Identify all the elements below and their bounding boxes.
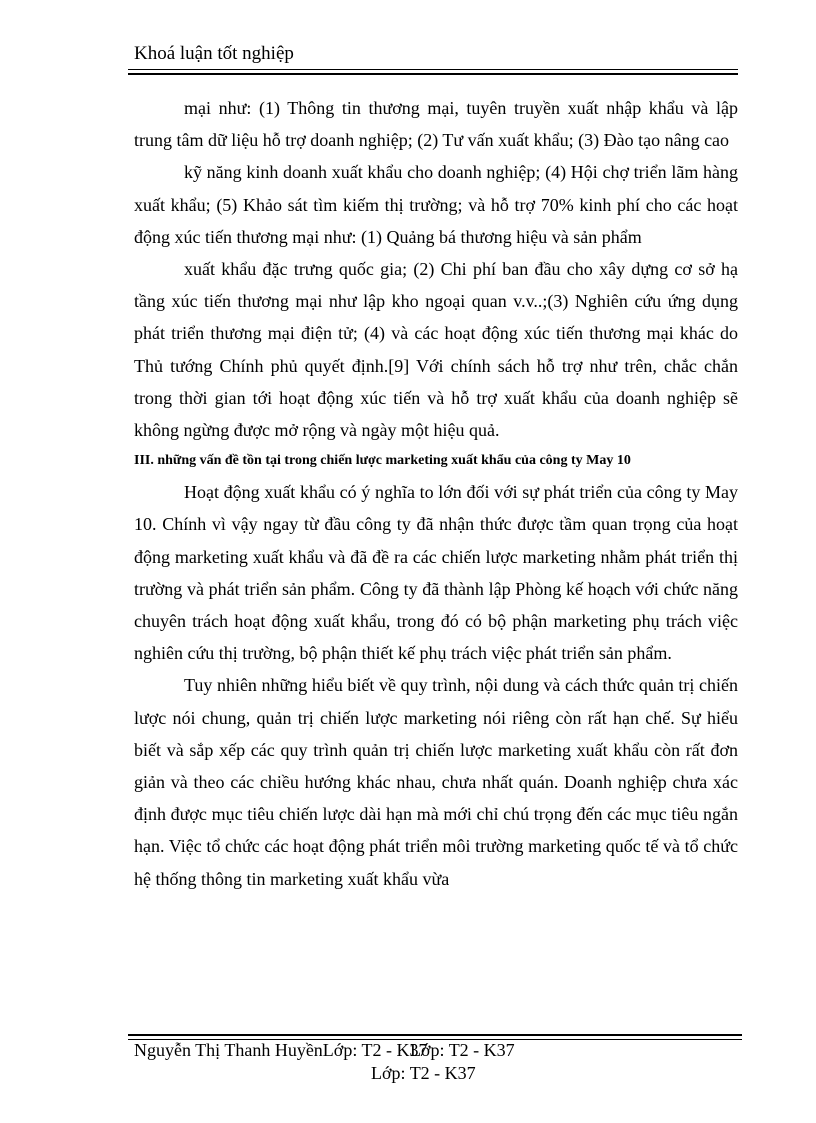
paragraph: xuất khẩu đặc trưng quốc gia; (2) Chi phí ban đầu cho xây dựng cơ sở hạ tầng xúc tiến thương mại như lập kho ngoại quan v.v..;(3) Nghiên cứu ứng dụng phát triển thương mại điện tử; (4) và các hoạt động xúc tiến thương mại khác do Thủ tướng Chính phủ quyết định.[9] Với chính sách hỗ trợ như trên, chắc chắn trong thời gian tới hoạt động xúc tiến và hỗ trợ xuất khẩu của doanh nghiệp sẽ không ngừng được mở rộng và ngày một hiệu quả.: [134, 259, 738, 441]
header-rule-thick: [128, 73, 738, 75]
footer-class-overlap: Lớp: T2 - K37: [410, 1040, 515, 1060]
footer-author-class: Nguyễn Thị Thanh HuyềnLớp: T2 - K37: [134, 1040, 428, 1060]
paragraph: kỹ năng kinh doanh xuất khẩu cho doanh nghiệp; (4) Hội chợ triển lãm hàng xuất khẩu; (5) Khảo sát tìm kiếm thị trường; và hỗ trợ 70% kinh phí cho các hoạt động xúc tiến thương mại như: (1) Quảng bá thương hiệu và sản phẩm: [134, 162, 738, 247]
paragraph: Tuy nhiên những hiểu biết về quy trình, nội dung và cách thức quản trị chiến lược nói chung, quản trị chiến lược marketing nói riêng còn rất hạn chế. Sự hiểu biết và sắp xếp các quy trình quản trị chiến lược marketing xuất khẩu còn rất đơn giản và theo các chiều hướng khác nhau, chưa nhất quán. Doanh nghiệp chưa xác định được mục tiêu chiến lược dài hạn mà mới chỉ chú trọng đến các mục tiêu ngắn hạn. Việc tổ chức các hoạt động phát triển môi trường marketing quốc tế và tổ chức hệ thống thông tin marketing xuất khẩu vừa: [134, 675, 738, 889]
document-body: [134, 92, 738, 895]
page-header-title: Khoá luận tốt nghiệp: [134, 43, 294, 64]
paragraph: Hoạt động xuất khẩu có ý nghĩa to lớn đối với sự phát triển của công ty May 10. Chính vì vậy ngay từ đầu công ty đã nhận thức được tầm quan trọng của hoạt động marketing xuất khẩu và đã đề ra các chiến lược marketing nhằm phát triển thị trường và phát triển sản phẩm. Công ty đã thành lập Phòng kế hoạch với chức năng chuyên trách hoạt động xuất khẩu, trong đó có bộ phận marketing phụ trách việc nghiên cứu thị trường, bộ phận thiết kế phụ trách việc phát triển sản phẩm.: [134, 482, 738, 664]
section-heading: III. những vấn đề tồn tại trong chiến lược marketing xuất khẩu của công ty May 10: [134, 453, 631, 469]
paragraph: mại như: (1) Thông tin thương mại, tuyên truyền xuất nhập khẩu và lập trung tâm dữ liệu hỗ trợ doanh nghiệp; (2) Tư vấn xuất khẩu; (3) Đào tạo nâng cao: [134, 98, 738, 151]
footer-class: Lớp: T2 - K37: [371, 1063, 476, 1083]
header-rule-thin: [128, 69, 738, 70]
footer-rule-thick: [128, 1034, 742, 1036]
